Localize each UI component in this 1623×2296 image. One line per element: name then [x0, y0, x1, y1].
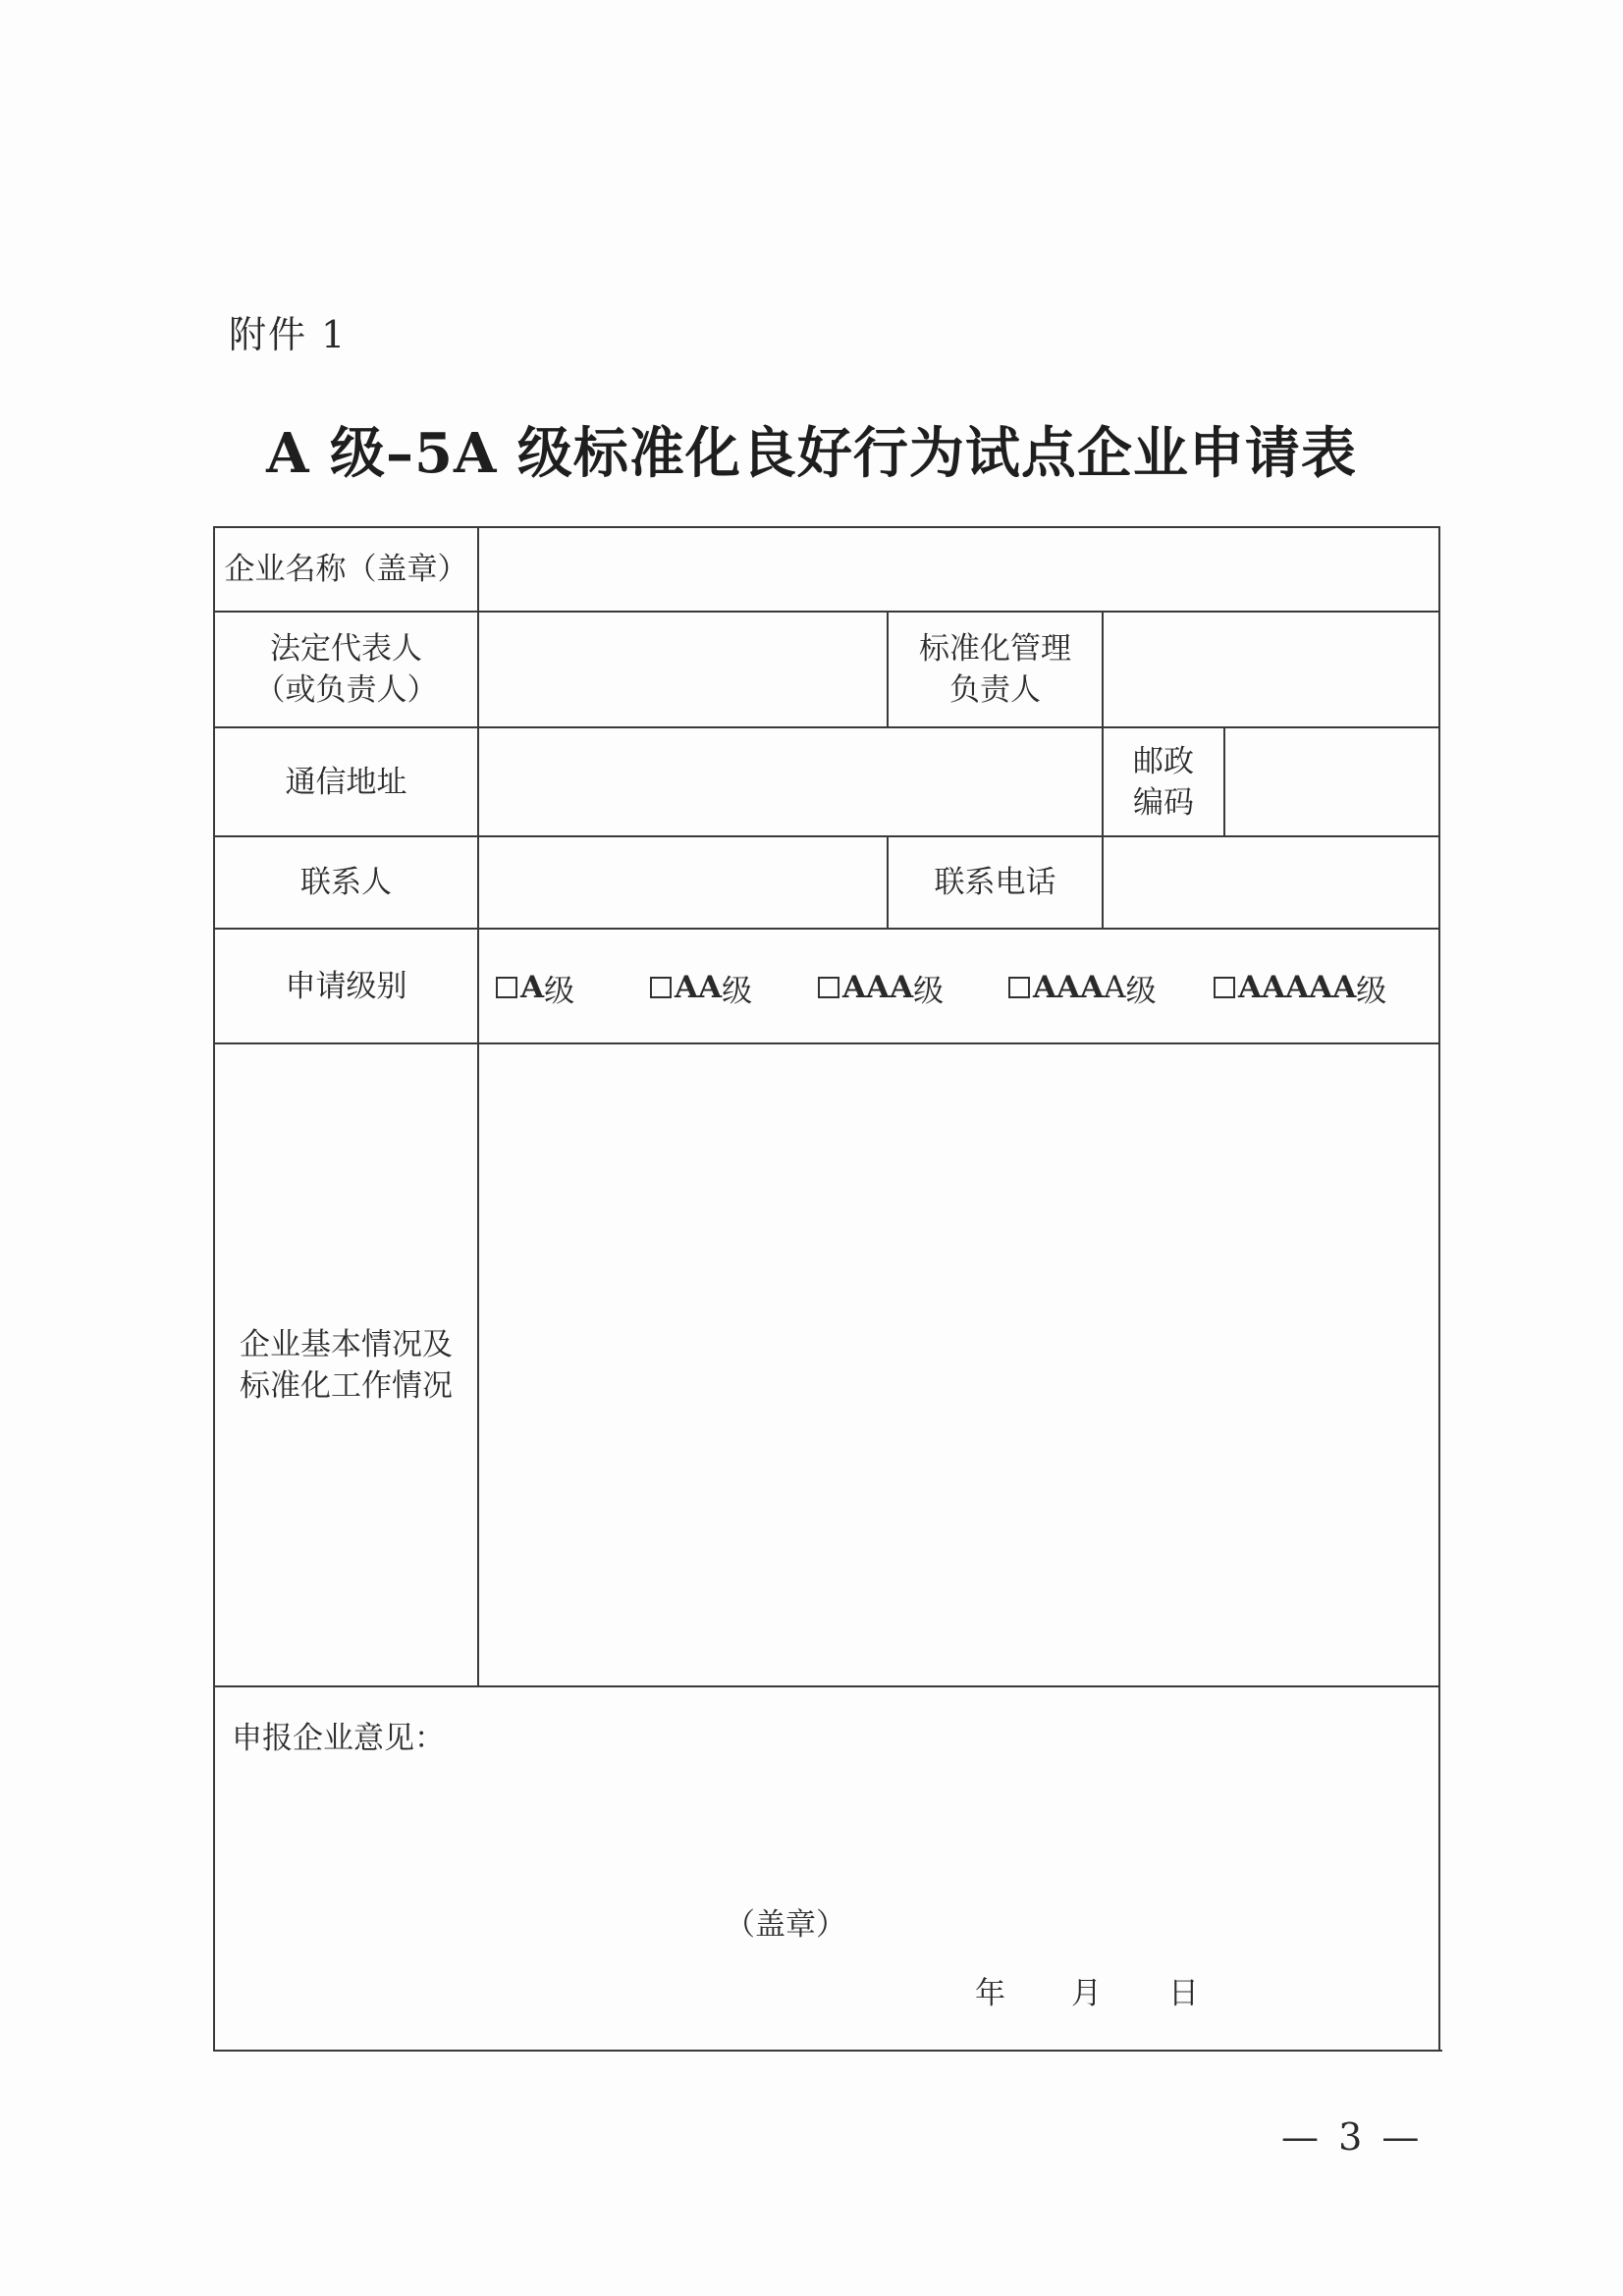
level-option-suffix: 级	[913, 973, 945, 1009]
legal-representative-label-line1: 法定代表人	[270, 631, 422, 667]
contact-person-field[interactable]	[479, 837, 887, 928]
opinion-label: 申报企业意见：	[232, 1721, 445, 1756]
level-option-letters: A	[520, 970, 545, 1005]
contact-phone-label: 联系电话	[934, 865, 1056, 900]
checkbox-icon[interactable]	[496, 977, 517, 998]
standardization-manager-field[interactable]	[1104, 613, 1438, 726]
checkbox-icon[interactable]	[650, 977, 672, 998]
level-option-letters-tail: A	[1104, 970, 1126, 1005]
date-year-label: 年	[975, 1976, 1005, 2011]
level-option-aa[interactable]	[650, 964, 752, 1011]
attachment-label: 附件 1	[229, 313, 348, 356]
table-border-right	[1438, 526, 1440, 2052]
date-day-label: 日	[1168, 1976, 1199, 2011]
level-option-letters: AAA	[842, 970, 914, 1005]
level-option-letters: AAAAA	[1238, 970, 1357, 1005]
contact-phone-field[interactable]	[1104, 837, 1438, 928]
standardization-manager-label-line1: 标准化管理	[919, 631, 1071, 667]
level-option-suffix: 级	[722, 973, 753, 1009]
basic-info-label	[215, 1044, 477, 1685]
legal-representative-field[interactable]	[479, 613, 887, 726]
checkbox-icon[interactable]	[1008, 977, 1030, 998]
application-level-label: 申请级别	[285, 968, 407, 1004]
basic-info-label-line1: 企业基本情况及	[240, 1326, 453, 1362]
seal-label: （盖章）	[725, 1907, 846, 1943]
level-option-letters: AAA	[1033, 970, 1105, 1005]
page-number: — 3 —	[1281, 2115, 1424, 2159]
postcode-label-line1: 邮政	[1133, 743, 1194, 779]
company-name-field[interactable]	[479, 528, 1438, 611]
standardization-manager-label-line2: 负责人	[949, 672, 1041, 708]
checkbox-icon[interactable]	[1214, 977, 1235, 998]
address-label: 通信地址	[285, 764, 407, 800]
level-option-suffix: 级	[1125, 973, 1157, 1009]
legal-representative-label-line2: （或负责人）	[254, 672, 438, 708]
postcode-label-line2: 编码	[1133, 784, 1194, 821]
table-border-bottom	[213, 2050, 1442, 2052]
postcode-label	[1104, 728, 1223, 835]
level-option-a[interactable]	[496, 964, 574, 1011]
postcode-field[interactable]	[1225, 728, 1438, 835]
form-title: A 级–5A 级标准化良好行为试点企业申请表	[266, 421, 1357, 486]
level-option-aaaaa[interactable]	[1214, 964, 1386, 1011]
standardization-manager-label	[889, 613, 1102, 726]
date-month-label: 月	[1071, 1976, 1102, 2011]
checkbox-icon[interactable]	[818, 977, 839, 998]
level-option-aaa[interactable]	[818, 964, 944, 1011]
level-option-aaaa[interactable]	[1008, 964, 1157, 1011]
level-option-suffix: 级	[1356, 973, 1387, 1009]
basic-info-label-line2: 标准化工作情况	[240, 1367, 453, 1404]
contact-person-label: 联系人	[300, 865, 392, 900]
legal-representative-label	[215, 613, 477, 726]
company-name-label: 企业名称（盖章）	[224, 552, 468, 587]
address-field[interactable]	[479, 728, 1102, 835]
level-option-suffix: 级	[544, 973, 575, 1009]
basic-info-field[interactable]	[479, 1044, 1438, 1685]
level-option-letters: AA	[675, 970, 723, 1005]
